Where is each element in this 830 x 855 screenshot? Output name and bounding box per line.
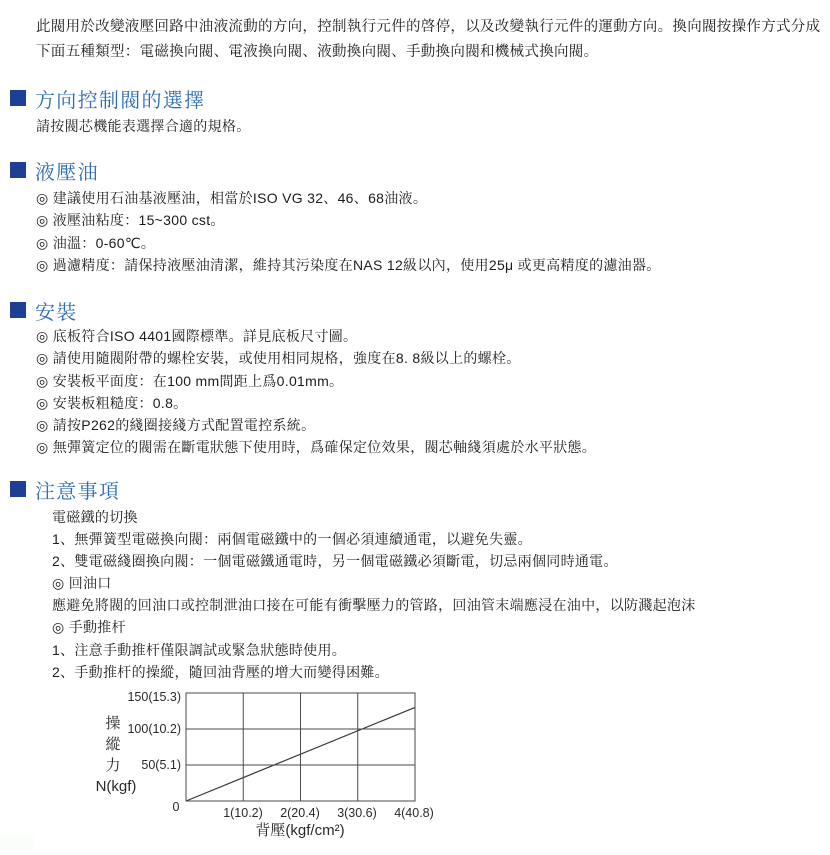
list-item: ◎ 底板符合ISO 4401國際標準。詳見底板尺寸圖。: [36, 328, 358, 344]
list-item: 2、手動推杆的操縱，隨回油背壓的增大而變得困難。: [52, 663, 389, 680]
list-item: ◎ 無彈簧定位的閥需在斷電狀態下使用時，爲確保定位效果，閥芯軸綫須處於水平狀態。: [36, 439, 597, 456]
list-item: ◎ 請使用隨閥附帶的螺栓安裝，或使用相同規格，強度在8. 8級以上的螺栓。: [36, 350, 521, 367]
list-item: ◎ 建議使用石油基液壓油，相當於ISO VG 32、46、68油液。: [36, 190, 428, 206]
x-axis-title: 背壓(kgf/cm²): [255, 822, 345, 839]
list-item: ◎ 安裝板粗糙度：0.8。: [36, 394, 188, 411]
list-item: ◎ 安裝板平面度：在100 mm間距上爲0.01mm。: [36, 372, 344, 389]
intro-paragraph: 此閥用於改變液壓回路中油液流動的方向，控制執行元件的啓停，以及改變執行元件的運動方向。換向閥按操作方式分成下面五種類型：電磁換向閥、電液換向閥、液動換向閥、手動換向閥和機械式換向閥。: [36, 19, 821, 60]
list-item: ◎ 請按P262的綫圈接綫方式配置電控系統。: [36, 417, 316, 434]
x-tick-label: 1(10.2): [223, 806, 263, 820]
list-item: ◎ 油溫：0-60℃。: [36, 234, 156, 251]
y-axis-title-char: 操: [105, 715, 121, 732]
list-item: 應避免將閥的回油口或控制泄油口接在可能有衝擊壓力的管路，回油管末端應浸在油中，以防濺起泡沫: [52, 597, 696, 614]
installation-list: [36, 325, 816, 459]
y-tick-label: 150(15.3): [127, 690, 181, 704]
list-item: 2、雙電磁綫圈換向閥：一個電磁鐵通電時，另一個電磁鐵必須斷電，切忌兩個同時通電。: [52, 553, 618, 570]
page-corner-artifact: [0, 836, 34, 852]
x-tick-label: 0: [172, 800, 180, 814]
section-bullet-square-icon: [10, 90, 26, 106]
precautions-list: [52, 506, 830, 683]
list-item: 1、無彈簧型電磁換向閥：兩個電磁鐵中的一個必須連續通電，以避免失靈。: [52, 531, 532, 548]
chart-canvas: [80, 688, 440, 850]
x-tick-label: 4(40.8): [394, 806, 434, 820]
section-bullet-square-icon: [10, 302, 26, 318]
section-bullet-square-icon: [10, 481, 26, 497]
y-tick-label: 50(5.1): [141, 758, 181, 772]
hydraulic-oil-list: [36, 187, 816, 276]
section-header-installation: [10, 298, 78, 322]
valve-selection-note: 請按閥芯機能表選擇合適的規格。: [36, 118, 251, 134]
list-item: ◎ 液壓油粘度：15~300 cst。: [36, 212, 225, 229]
y-axis-title-char: 力: [105, 757, 121, 774]
y-axis-unit-label: N(kgf): [95, 778, 137, 795]
section-header-precautions: [10, 477, 120, 501]
x-tick-label: 2(20.4): [280, 806, 320, 820]
section-title: 液壓油: [35, 161, 99, 184]
x-tick-label: 3(30.6): [337, 806, 377, 820]
section-title: 方向控制閥的選擇: [35, 89, 206, 112]
list-item: ◎ 回油口: [52, 575, 112, 592]
list-item: 1、注意手動推杆僅限調試或緊急狀態時使用。: [52, 641, 347, 658]
section-header-valve-selection: [10, 86, 205, 110]
list-item: 電磁鐵的切換: [52, 509, 138, 525]
list-item: ◎ 過濾精度：請保持液壓油清潔，維持其污染度在NAS 12級以內，使用25μ 或更高精度的濾油器。: [36, 256, 661, 273]
section-title: 注意事項: [35, 480, 121, 503]
list-item: ◎ 手動推杆: [52, 619, 126, 636]
y-tick-label: 100(10.2): [127, 722, 181, 736]
y-axis-title-char: 縱: [105, 736, 121, 753]
section-bullet-square-icon: [10, 162, 26, 178]
force-vs-backpressure-chart: [80, 688, 440, 850]
section-title: 安裝: [35, 301, 78, 324]
section-header-hydraulic-oil: [10, 158, 99, 182]
